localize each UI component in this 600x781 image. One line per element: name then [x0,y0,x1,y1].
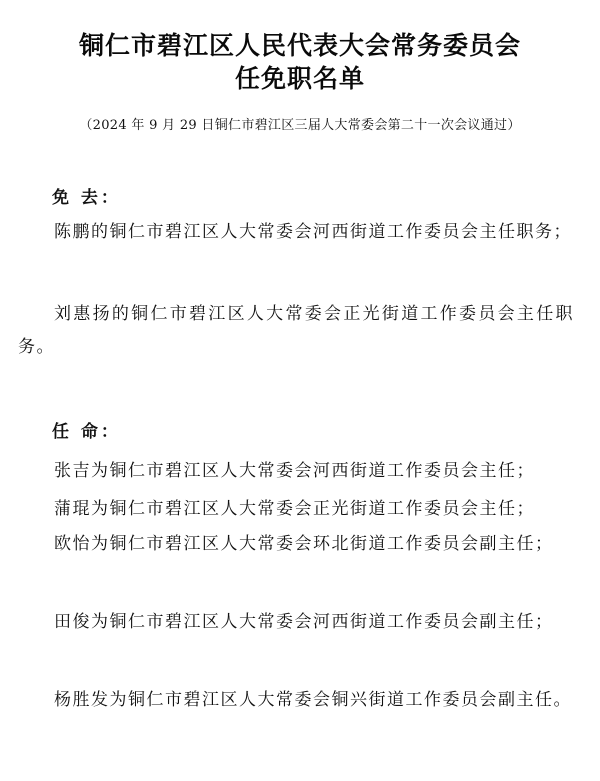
removal-item: 陈鹏的铜仁市碧江区人大常委会河西街道工作委员会主任职务； [54,222,572,242]
document-title-line2: 任免职名单 [234,64,365,93]
document-title: 铜仁市碧江区人民代表大会常务委员会 [78,31,521,60]
appointment-item: 杨胜发为铜仁市碧江区人大常委会铜兴街道工作委员会副主任。 [54,690,572,710]
appointment-item: 欧怡为铜仁市碧江区人大常委会环北街道工作委员会副主任； [54,534,554,554]
removal-item: 刘惠扬的铜仁市碧江区人大常委会正光街道工作委员会主任职务。 [18,304,574,357]
document-subtitle: （2024 年 9 月 29 日铜仁市碧江区三届人大常委会第二十一次会议通过） [79,118,521,133]
appointment-item: 蒲琨为铜仁市碧江区人大常委会正光街道工作委员会主任； [54,499,535,519]
appointment-item: 田俊为铜仁市碧江区人大常委会河西街道工作委员会副主任； [54,612,554,632]
removal-heading: 免 去： [52,188,121,208]
appointment-item: 张吉为铜仁市碧江区人大常委会河西街道工作委员会主任； [54,461,535,481]
appointment-heading: 任 命： [52,422,121,442]
